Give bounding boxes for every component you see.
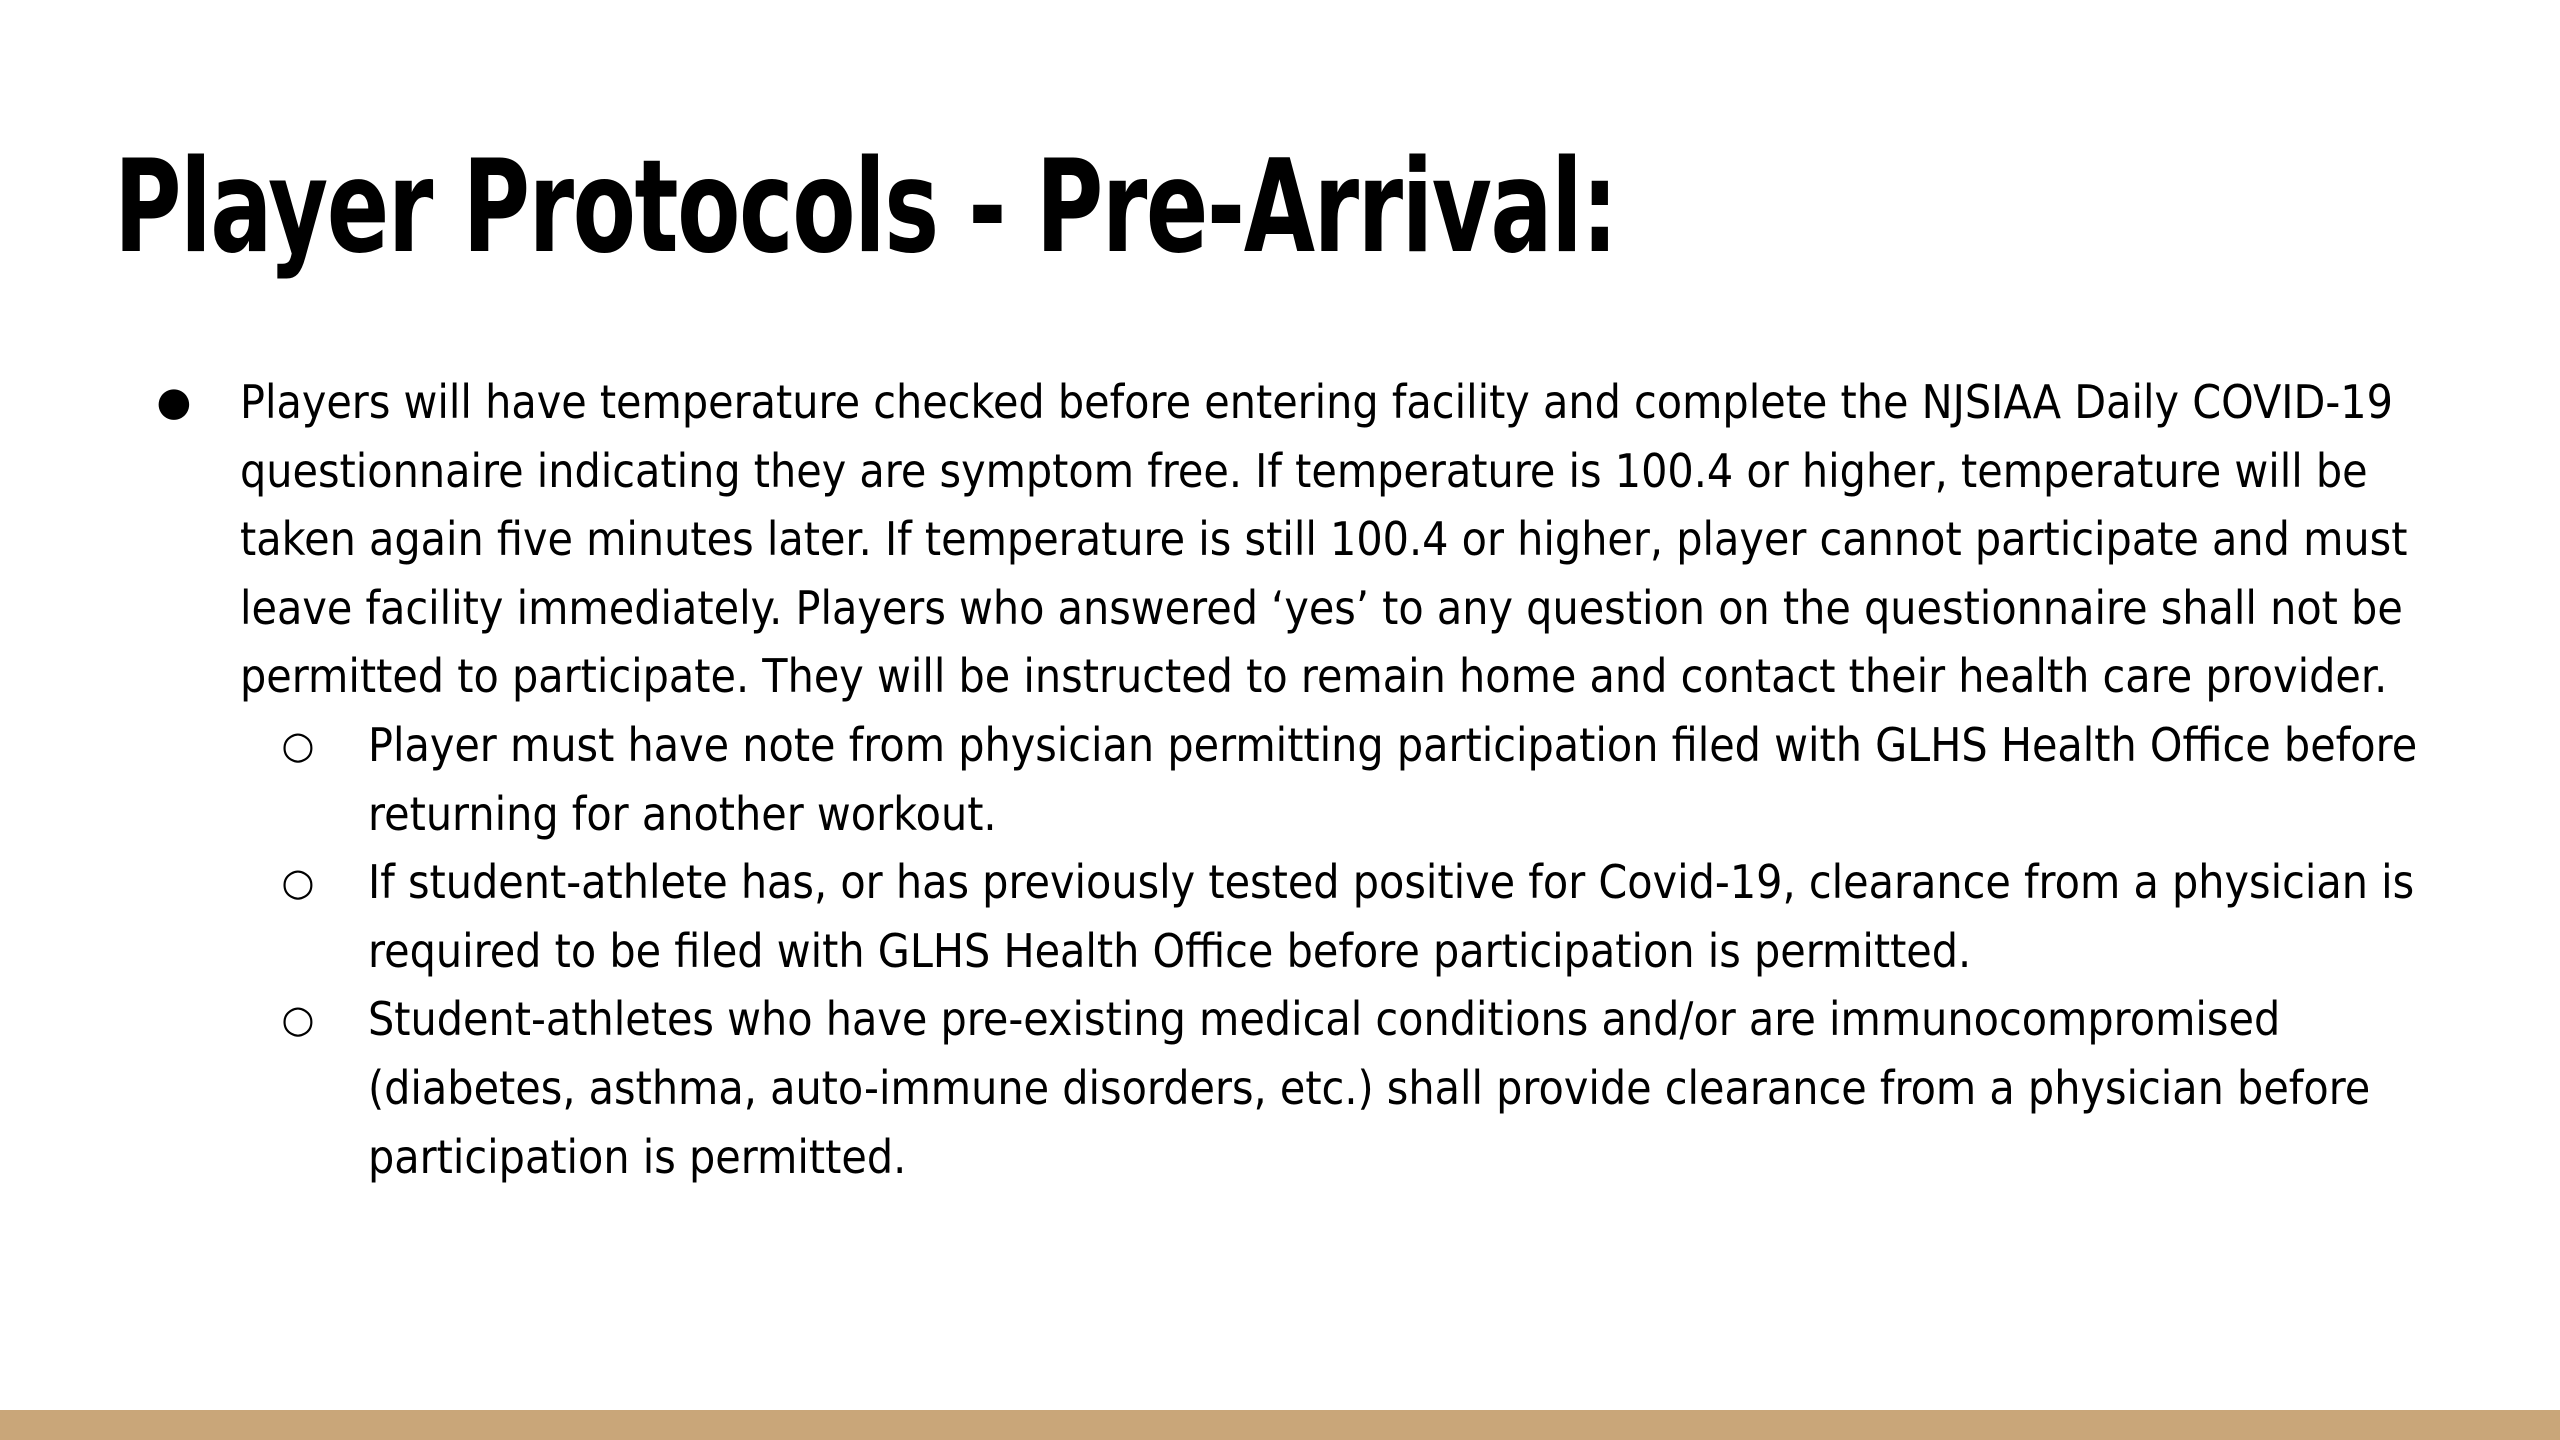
bullet-list <box>0 368 2560 711</box>
list-item <box>0 711 2468 848</box>
sub-bullet-marker: ○ <box>281 860 315 905</box>
slide-content <box>0 368 2560 1191</box>
sub-bullet-text: Player must have note from physician permitting participation filed with GLHS Health Office before returning for another workout. <box>368 717 2418 841</box>
list-item <box>0 848 2468 985</box>
footer-accent-bar <box>0 1410 2560 1440</box>
sub-bullet-marker: ○ <box>281 722 315 767</box>
sub-bullet-list <box>0 711 2560 1191</box>
slide-title: Player Protocols - Pre-Arrival: <box>114 133 1617 282</box>
bullet-text: Players will have temperature checked before entering facility and complete the NJSIAA Daily COVID-19 questionnaire indicating they are symptom free. If temperature is 100.4 or higher, temperature will be taken again five minutes later. If temperature is still 100.4 or higher, player cannot participate and must leave facility immediately. Players who answered ‘yes’ to any question on the questionnaire shall not be permitted to participate. They will be instructed to remain home and contact their health care provider. <box>240 375 2408 704</box>
sub-bullet-text: Student-athletes who have pre-existing medical conditions and/or are immunocompromised (diabetes, asthma, auto-immune disorders, etc.) shall provide clearance from a physician before participation is permitted. <box>368 992 2371 1184</box>
sub-bullet-marker: ○ <box>281 997 315 1042</box>
sub-bullet-text: If student-athlete has, or has previously tested positive for Covid-19, clearance from a physician is required to be filed with GLHS Health Office before participation is permitted. <box>368 855 2415 978</box>
bullet-marker: ● <box>156 379 192 425</box>
list-item <box>0 985 2468 1191</box>
list-item <box>0 368 2450 711</box>
